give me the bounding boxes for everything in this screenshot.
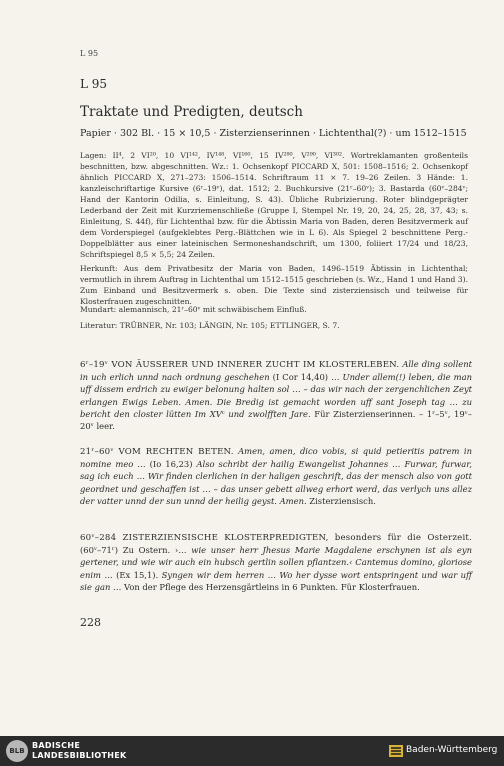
entry-text-roman: Für Zisterzienserinnen. – 1ʳ–5ᵛ, 19ᵛ–20ᵛ leer. [80, 408, 472, 432]
entry-text-roman: (60ᵛ–71ʳ) Zu Ostern. ›… [80, 545, 192, 556]
description-block [80, 150, 468, 260]
entry-quote-italic: Amen, amen, dico vobis, si quid petieritis patrem in nomine meo … [80, 446, 472, 470]
manuscript-signature: L 95 [80, 77, 108, 91]
footer-bar [0, 736, 504, 766]
entry-text-roman: Zisterziensisch. [306, 495, 376, 506]
manuscript-meta: Papier · 302 Bl. · 15 × 10,5 · Zisterzienserinnen · Lichtenthal(?) · um 1512–1515 [80, 128, 467, 139]
entry-text-roman: Von der Pflege des Herzensgärtleins in 6 Punkten. Für Klosterfrauen. [121, 581, 420, 592]
dialect-block [80, 304, 468, 315]
entry-quote-italic: Alle ding sollent in uch erlich unnd nach ordnung geschehen [80, 359, 472, 383]
description-lagen: Lagen: II⁴, 2 VI²⁰, 10 VI¹⁴², IV¹⁴⁸, VI¹⁶⁰, 15 IV²⁸⁰, V²⁹⁰, VI³⁰². Wortreklamanten großenteils beschnitten, bzw. abgeschnitten. Wz.: 1. Ochsenkopf PICCARD X, 501: 1508–1516; 2. Ochsenkopf ähnlich PICCARD X, 271–273: 1506–1514. Schriftraum 11 × 7. 19–26 Zeilen. 3 Hände: 1. kanzleischriftartige Kursive (6ʳ–19ᵛ), dat. 1512; 2. Buchkursive (21ʳ–60ᵛ); 3. Bastarda (60ᵛ–284ᵛ; Hand der Kantorin Odilia, s. Einleitung, S. 43). Übliche Rubrizierung. Roter blindgeprägter Lederband der Zeit mit Kurzriemenschließe (Gruppe I, Stempel Nr. 19, 20, 24, 25, 28, 37, 43; s. Einleitung, S. 44f), für Lichtenthal bzw. für die Äbtissin Maria von Baden, deren Besitzvermerk auf dem Vorderspiegel (aufgeklebtes Perg.-Blättchen wie in L 6). Als Spiegel 2 beschnittene Perg.-Doppelblätter aus einer lateinischen Sermoneshandschrift, um 1300, foliiert 17/24 und 18/23, Schriftspiegel 8,5 × 5,5; 24 Zeilen. [80, 151, 468, 259]
entry-text-roman: (I Cor 14,40) … [269, 372, 343, 383]
entry-heading: 21ʳ–60ᵛ VOM RECHTEN BETEN. [80, 447, 234, 457]
description-literatur: Literatur: TRÜBNER, Nr. 103; LÄNGIN, Nr. 105; ETTLINGER, S. 7. [80, 321, 340, 330]
literature-block [80, 320, 468, 331]
manuscript-title: Traktate und Predigten, deutsch [80, 104, 303, 120]
running-head: L 95 [80, 49, 99, 58]
library-name-line-1: BADISCHE [32, 741, 81, 750]
entry-quote-italic: Also schribt der hailig Ewangelist Johannes … Furwar, furwar, sag ich euch … Wir finden clerlichen in der haligen geschrift, das der mensch also von gott geordnet und geschaffen ist … – das unser gebett allweg erhort werd, das verlych uns allez der vatter unnd der sun unnd der heilig geyst. Amen. [80, 459, 472, 506]
text-entry-1 [80, 358, 472, 432]
state-coat-of-arms-icon [388, 744, 404, 758]
provenance-block [80, 263, 468, 307]
state-name: Baden-Württemberg [406, 745, 498, 755]
entry-heading: 6ʳ–19ᵛ VON ÄUSSERER UND INNERER ZUCHT IM KLOSTERLEBEN. [80, 360, 400, 370]
entry-text [80, 545, 472, 592]
blb-logo-icon: BLB [6, 740, 28, 762]
entry-quote-italic: Syngen wir dem herren … Wo her dysse wort entspringent und war uff sie gan … [80, 569, 472, 592]
entry-heading: 60ᵛ–284 ZISTERZIENSISCHE KLOSTERPREDIGTEN, besonders für die Osterzeit. [80, 533, 472, 543]
description-mundart: Mundart: alemannisch, 21ʳ–60ᵛ mit schwäbischem Einfluß. [80, 305, 307, 314]
description-herkunft: Herkunft: Aus dem Privatbesitz der Maria von Baden, 1496–1519 Äbtissin in Lichtenthal; vermutlich in ihrem Auftrag in Lichtenthal um 1512–1515 geschrieben (s. Wz., Hand 1 und Hand 3). Zum Einband und Besitzvermerk s. oben. Die Texte sind zisterziensisch und teilweise für Klosterfrauen zugeschnitten. [80, 264, 468, 306]
library-name-line-2: LANDESBIBLIOTHEK [32, 751, 127, 760]
entry-text-roman: (Ex 15,1). [112, 569, 162, 580]
entry-text-roman: (Io 16,23) [145, 459, 197, 470]
page-number: 228 [80, 616, 101, 629]
text-entry-3 [80, 531, 472, 593]
library-name [32, 741, 127, 761]
text-entry-2 [80, 445, 472, 507]
entry-quote-italic: wie unser herr Jhesus Marie Magdalene erschynen ist als eyn gertener, und wie wir auch ein hubsch gertlin sollen pflantzen.‹ Cantemus domino, gloriose enim … [80, 545, 472, 580]
entry-quote-italic: Under allem(!) leben, die man uff dissem erdrich zu ewiger belonung halten sol … – das wir nach der zergenchlichen Zeyt erlangen Ewigs Leben. Amen. Die Bredig ist gemacht worden uff sant Joseph tag … zu bericht den closter lütten Im XVᶜ und zwolfften Jare. [80, 372, 472, 419]
